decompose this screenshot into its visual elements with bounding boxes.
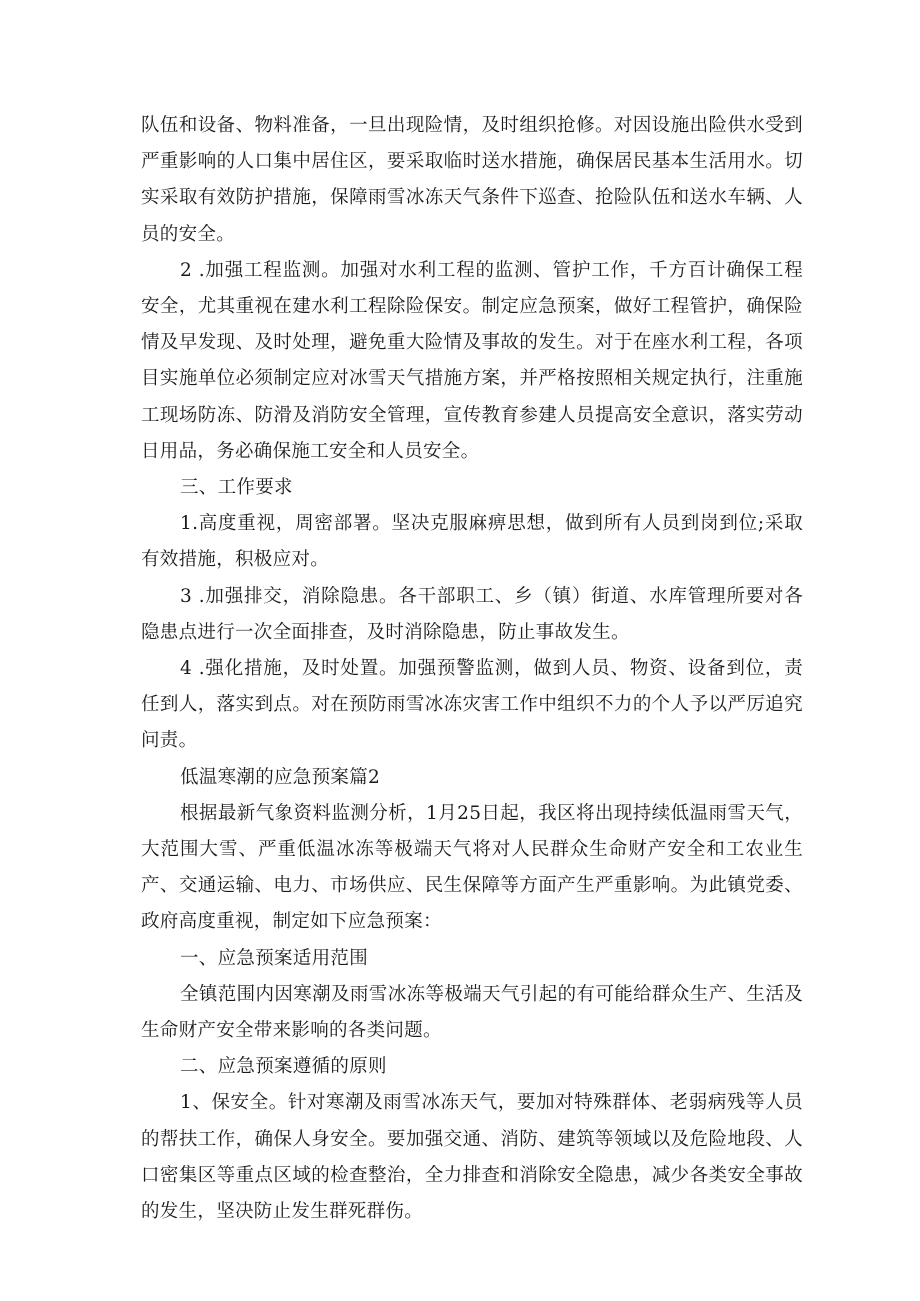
- paragraph-scope: 全镇范围内因寒潮及雨雪冰冻等极端天气引起的有可能给群众生产、生活及生命财产安全带来影响的各类问题。: [141, 983, 803, 1042]
- paragraph-engineering-monitoring: 2 .加强工程监测。加强对水利工程的监测、管护工作，千方百计确保工程安全，尤其重视在建水利工程除险保安。制定应急预案，做好工程管护，确保险情及早发现、及时处理，避免重大险情及事故的发生。对于在座水利工程，各项目实施单位必须制定应对冰雪天气措施方案，并严格按照相关规定执行，注重施工现场防冻、防滑及消防安全管理，宣传教育参建人员提高安全意识，落实劳动日用品，务必确保施工安全和人员安全。: [141, 259, 803, 462]
- paragraph-continued: 队伍和设备、物料准备，一旦出现险情，及时组织抢修。对因设施出险供水受到严重影响的人口集中居住区，要采取临时送水措施，确保居民基本生活用水。切实采取有效防护措施，保障雨雪冰冻天气条件下巡查、抢险队伍和送水车辆、人员的安全。: [141, 115, 803, 245]
- paragraph-requirement-3: 3 .加强排交，消除隐患。各干部职工、乡（镇）街道、水库管理所要对各隐患点进行一次全面排查，及时消除隐患，防止事故发生。: [141, 585, 803, 643]
- section-heading-principles: 二、应急预案遵循的原则: [180, 1056, 387, 1078]
- paragraph-intro: 根据最新气象资料监测分析，1月25日起，我区将出现持续低温雨雪天气，大范围大雪、严重低温冰冻等极端天气将对人民群众生命财产安全和工农业生产、交通运输、电力、市场供应、民生保障等方面产生严重影响。为此镇党委、政府高度重视，制定如下应急预案：: [141, 802, 803, 933]
- section-heading-scope: 一、应急预案适用范围: [180, 947, 369, 969]
- article-title-part-2: 低温寒潮的应急预案篇2: [180, 766, 381, 788]
- paragraph-requirement-4: 4 .强化措施，及时处置。加强预警监测，做到人员、物资、设备到位，责任到人，落实到点。对在预防雨雪冰冻灾害工作中组织不力的个人予以严厉追究问责。: [141, 658, 803, 752]
- paragraph-requirement-1: 1.高度重视，周密部署。坚决克服麻痹思想，做到所有人员到岗到位;采取有效措施，积极应对。: [141, 513, 803, 571]
- document-body: [141, 108, 803, 1230]
- section-heading-work-requirements: 三、工作要求: [180, 477, 293, 499]
- paragraph-principle-1: 1、保安全。针对寒潮及雨雪冰冻天气，要加对特殊群体、老弱病残等人员的帮扶工作，确保人身安全。要加强交通、消防、建筑等领域以及危险地段、人口密集区等重点区域的检查整治，全力排查和消除安全隐患，减少各类安全事故的发生，坚决防止发生群死群伤。: [141, 1092, 803, 1223]
